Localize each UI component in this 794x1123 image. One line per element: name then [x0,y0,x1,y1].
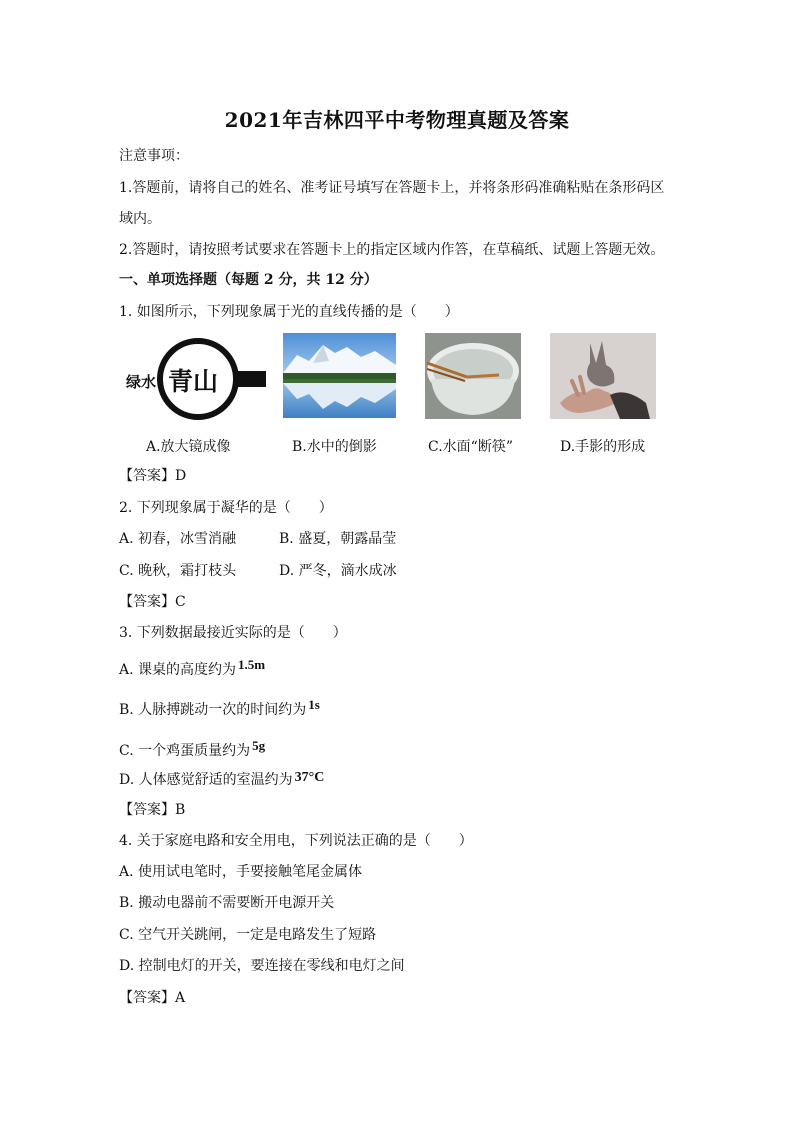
question-2-option-a: A. 初春，冰雪消融 [119,531,237,547]
question-3-option-d [119,768,324,790]
question-3-stem: 3. 下列数据最接近实际的是（ ） [119,625,347,641]
question-3-option-a-value: 1.5m [238,657,266,672]
question-4-option-a: A. 使用试电笔时，手要接触笔尾金属体 [119,864,363,880]
question-2-option-c: C. 晚秋，霜打枝头 [119,563,237,579]
question-3-option-a [119,655,265,680]
question-2-answer: 【答案】C [119,594,186,610]
question-3-option-c-text: C. 一个鸡蛋质量约为 [119,743,251,759]
hand-shadow-photo [550,333,656,419]
notice-item-1-line-2: 域内。 [119,211,161,227]
figure-d-caption: D.手影的形成 [560,439,646,455]
figure-a-text-left: 绿水 [126,373,157,391]
question-1-answer: 【答案】D [119,468,187,484]
magnifier-figure [122,333,268,425]
question-3-option-c-value: 5g [252,738,266,753]
notice-item-2: 2.答题时，请按照考试要求在答题卡上的指定区域内作答，在草稿纸、试题上答题无效。 [119,242,665,258]
question-4-stem: 4. 关于家庭电路和安全用电，下列说法正确的是（ ） [119,833,473,849]
question-2-option-b: B. 盛夏，朝露晶莹 [279,531,397,547]
question-3-option-d-value: 37°C [294,770,325,785]
question-1-stem: 1. 如图所示，下列现象属于光的直线传播的是（ ） [119,304,459,320]
question-3-option-c [119,736,265,761]
question-3-option-a-text: A. 课桌的高度约为 [119,662,237,678]
question-2-stem: 2. 下列现象属于凝华的是（ ） [119,500,333,516]
bowl-chopsticks-photo [425,333,521,419]
question-2-options-row-1 [119,529,397,549]
question-4-option-b: B. 搬动电器前不需要断开电源开关 [119,895,335,911]
figure-a-text-lens: 青山 [168,367,219,396]
question-4-option-d: D. 控制电灯的开关，要连接在零线和电灯之间 [119,958,405,974]
question-3-option-d-text: D. 人体感觉舒适的室温约为 [119,772,293,788]
question-4-option-c: C. 空气开关跳闸，一定是电路发生了短路 [119,927,377,943]
figure-c-caption: C.水面“断筷” [428,439,513,455]
notice-heading: 注意事项： [119,148,189,164]
reflection-photo [283,333,396,418]
question-2-option-d: D. 严冬，滴水成冰 [279,563,397,579]
question-3-option-b-value: 1s [308,697,320,712]
figure-a-caption: A.放大镜成像 [146,439,231,455]
figure-b-caption: B.水中的倒影 [292,439,377,455]
question-3-option-b-text: B. 人脉搏跳动一次的时间约为 [119,702,307,718]
section-heading: 一、单项选择题（每题 2 分，共 12 分） [119,272,378,288]
question-2-options-row-2 [119,561,397,581]
question-4-answer: 【答案】A [119,990,186,1006]
question-3-option-b [119,695,320,720]
question-3-answer: 【答案】B [119,802,186,818]
notice-item-1-line-1: 1.答题前，请将自己的姓名、准考证号填写在答题卡上，并将条形码准确粘贴在条形码区 [119,180,665,196]
page-title: 2021年吉林四平中考物理真题及答案 [224,108,570,132]
